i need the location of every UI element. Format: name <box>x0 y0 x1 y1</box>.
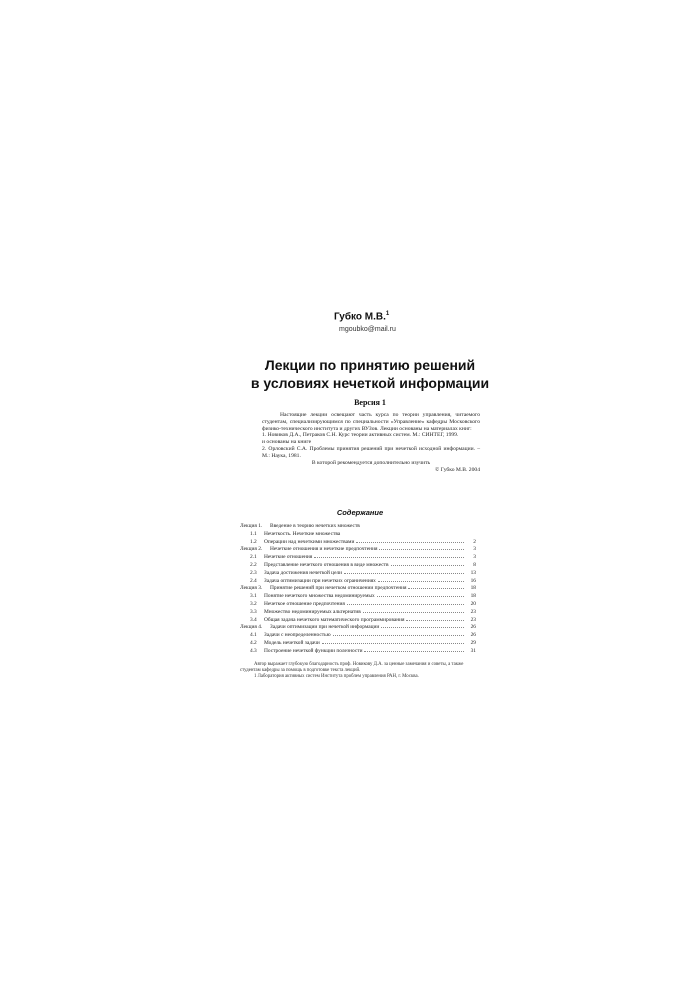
toc-entry-number: 2.3 <box>250 569 257 576</box>
toc-entry[interactable] <box>240 585 476 593</box>
toc-entry[interactable] <box>240 570 476 578</box>
toc-entry-title: Понятие нечеткого множества недоминируемых <box>264 593 375 600</box>
toc-entry[interactable] <box>240 640 476 648</box>
toc-entry-title: Задача достижения нечеткой цели <box>264 569 343 576</box>
toc-leader-dots <box>347 601 464 605</box>
toc-leader-dots <box>363 609 464 613</box>
toc-entry-number: 3.1 <box>250 593 257 600</box>
toc-leader-dots <box>342 532 464 535</box>
toc-heading: Содержание <box>336 508 384 517</box>
toc-entry-page: 2 <box>473 538 476 545</box>
toc-entry[interactable] <box>240 531 476 539</box>
toc-entry-page: 20 <box>470 600 476 607</box>
toc-entry-title: Общая задача нечеткого математического программирования <box>264 616 405 623</box>
toc-entry-title: Представление нечеткого отношения в виде множеств <box>264 561 389 568</box>
toc-entry-page: 16 <box>470 577 476 584</box>
author-footnote-mark: 1 <box>385 311 390 317</box>
toc-entry-title: Множество недоминируемых альтернатив <box>264 608 361 615</box>
toc-entry-number: 2.1 <box>250 554 257 561</box>
toc-entry[interactable] <box>240 546 476 554</box>
toc-leader-dots <box>379 546 464 550</box>
toc-entry-number: 2.4 <box>250 577 257 584</box>
toc-entry[interactable] <box>240 578 476 586</box>
toc-entry-page: 8 <box>473 561 476 568</box>
toc-leader-dots <box>381 624 464 628</box>
title-line-2: в условиях нечеткой информации <box>250 375 490 391</box>
toc-entry-number: 1.2 <box>250 538 257 545</box>
toc-leader-dots <box>356 539 464 543</box>
author-name: Губко М.В.$^1$ <box>334 311 390 323</box>
toc-entry-page: 18 <box>470 585 476 592</box>
toc-leader-dots <box>362 524 464 527</box>
toc-entry[interactable] <box>240 609 476 617</box>
toc-entry-number: 1.1 <box>250 530 257 537</box>
toc-entry-page: 31 <box>470 647 476 654</box>
toc-entry[interactable] <box>240 539 476 547</box>
toc-entry-number: 4.1 <box>250 632 257 639</box>
toc-entry-title: Задачи оптимизации при нечеткой информации <box>270 624 380 631</box>
toc-leader-dots <box>333 632 464 636</box>
toc-entry-title: Нечеткое отношение предпочтения <box>264 600 345 607</box>
toc-entry-title: Модель нечеткой задачи <box>264 639 320 646</box>
toc-entry[interactable] <box>240 648 476 656</box>
toc-entry-page: 13 <box>470 569 476 576</box>
toc-leader-dots <box>314 554 464 558</box>
reference-1: 1. Новиков Д.А., Петраков С.Н. Курс теории активных систем. М.: СИНТЕГ, 1999. <box>262 432 459 439</box>
toc-entry[interactable] <box>240 562 476 570</box>
toc-entry[interactable] <box>240 523 476 531</box>
toc-entry[interactable] <box>240 593 476 601</box>
document-title <box>240 356 500 392</box>
footnote-acknowledgement: Автор выражает глубокую благодарность проф. Новикову Д.А. за ценные замечания и советы, а также студентам кафедры за помощь в подготовке текста лекций. <box>240 662 464 673</box>
toc-leader-dots <box>406 617 464 621</box>
toc-entry-number: 4.2 <box>250 639 257 646</box>
version-label: Версия 1 <box>354 398 386 407</box>
toc-entry-title: Задачи с неопределенностью <box>264 632 331 639</box>
toc-entry-page: 26 <box>470 632 476 639</box>
toc-entry-number: 3.3 <box>250 608 257 615</box>
table-of-contents <box>240 523 476 656</box>
toc-entry-title: Нечеткие отношения <box>264 554 313 561</box>
reference-2: 2. Орловский С.А. Проблемы принятия решений при нечеткой исходной информации. – М.: Наука, 1981. <box>262 445 480 459</box>
toc-entry[interactable] <box>240 624 476 632</box>
toc-entry-number: 3.2 <box>250 600 257 607</box>
toc-entry-title: Нечеткие отношения и нечеткие предпочтения <box>270 546 378 553</box>
toc-entry-page: 18 <box>470 593 476 600</box>
toc-entry-number: 4.3 <box>250 647 257 654</box>
toc-entry-title: Введение в теорию нечетких множеств <box>270 523 360 529</box>
toc-entry-number: Лекция 2. <box>240 546 263 553</box>
toc-entry-number: 3.4 <box>250 616 257 623</box>
title-line-1: Лекции по принятию решений <box>264 357 476 373</box>
toc-entry-page: 23 <box>470 616 476 623</box>
toc-entry[interactable] <box>240 632 476 640</box>
toc-entry-page: 29 <box>470 639 476 646</box>
toc-entry-page: 26 <box>470 624 476 631</box>
footnote-affiliation: 1 Лаборатория активных систем Института проблем управления РАН, г. Москва. <box>254 674 419 679</box>
toc-entry-number: Лекция 1. <box>240 523 263 529</box>
toc-entry[interactable] <box>240 554 476 562</box>
abstract <box>262 412 480 474</box>
toc-leader-dots <box>364 648 464 652</box>
toc-entry-title: Операции над нечеткими множествами <box>264 538 355 545</box>
footnotes <box>240 662 476 680</box>
reference-1-note: и основаны на книге <box>262 439 312 446</box>
toc-entry-title: Построение нечеткой функции полезности <box>264 647 363 654</box>
copyright: © Губко М.В. 2004 <box>435 467 480 474</box>
toc-entry-number: Лекция 4. <box>240 624 263 631</box>
toc-entry-title: Принятие решений при нечетком отношении предпочтения <box>270 585 407 592</box>
toc-entry-page: 3 <box>473 554 476 561</box>
toc-leader-dots <box>377 593 464 597</box>
toc-entry-page: 23 <box>470 608 476 615</box>
toc-entry[interactable] <box>240 617 476 625</box>
author-email: mgoubko@mail.ru <box>339 326 396 333</box>
toc-entry-number: 2.2 <box>250 561 257 568</box>
toc-leader-dots <box>391 562 464 566</box>
toc-leader-dots <box>408 585 464 589</box>
toc-entry-page: 3 <box>473 546 476 553</box>
toc-entry-title: Нечеткость. Нечеткие множества <box>264 530 341 537</box>
reference-2-note: В которой рекомендуется дополнительно изучить <box>311 459 431 466</box>
abstract-paragraph: Настоящие лекции освещают часть курса по теории управления, читаемого студентам, специализирующимся по специальности «Управление» кафедры Московского физико-технического института и других ВУЗов. Лекции основаны на материалах книг: <box>262 412 480 432</box>
toc-entry-title: Задача оптимизации при нечетких ограничениях <box>264 577 376 584</box>
toc-leader-dots <box>378 578 464 582</box>
toc-entry[interactable] <box>240 601 476 609</box>
toc-entry-number: Лекция 3. <box>240 585 263 592</box>
toc-leader-dots <box>344 570 464 574</box>
toc-leader-dots <box>322 640 464 644</box>
